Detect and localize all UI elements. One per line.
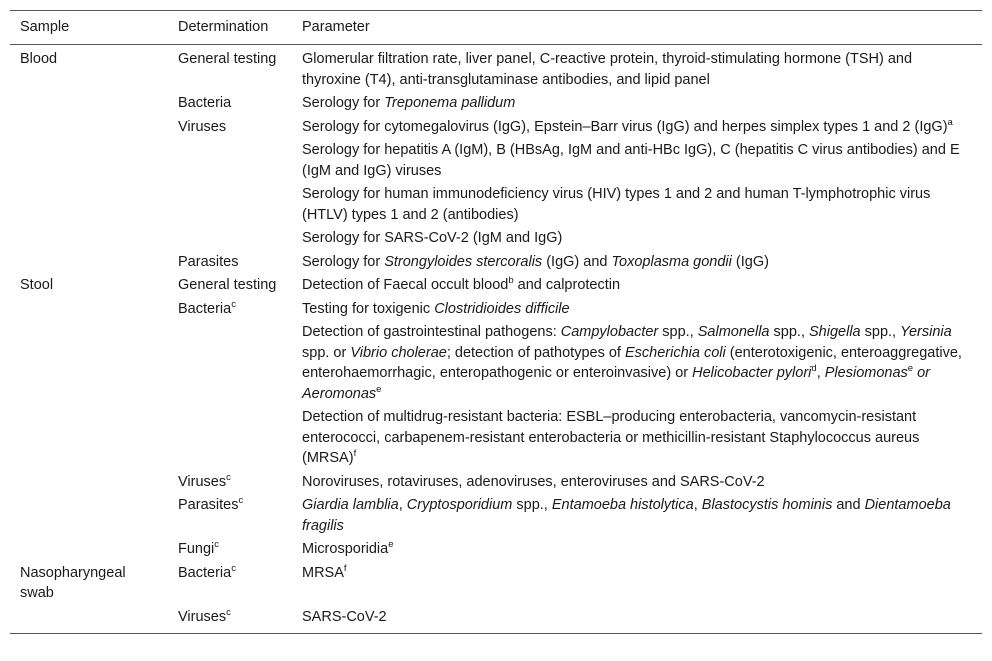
italic-term: Dientamoeba fragilis <box>302 497 951 534</box>
footnote-marker: e <box>388 539 394 550</box>
italic-term: Entamoeba histolytica <box>551 497 694 513</box>
parameter-text: Detection of Faecal occult blood <box>302 277 509 293</box>
parameter-text: Serology for <box>302 95 385 111</box>
parameter-cell <box>292 406 982 471</box>
determination-label: General testing <box>178 51 277 67</box>
determination-label: Parasites <box>178 497 239 513</box>
italic-term: Giardia lamblia <box>302 497 399 513</box>
italic-term: Blastocystis hominis <box>701 497 833 513</box>
footnote-marker: e <box>907 363 914 374</box>
italic-term: Cryptosporidium <box>406 497 513 513</box>
determination-label: Bacteria <box>178 95 232 111</box>
determination-cell <box>168 562 292 606</box>
parameter-cell <box>292 183 982 227</box>
table-row <box>10 139 982 183</box>
parameter-text: SARS-CoV-2 <box>302 608 387 625</box>
footnote-marker: c <box>214 539 220 550</box>
determination-label: Viruses <box>178 473 227 490</box>
parameter-text: Microsporidia <box>302 541 389 557</box>
italic-term: Vibrio cholerae <box>350 344 447 361</box>
parameter-text: (IgG) <box>731 253 769 270</box>
parameter-text: and calprotectin <box>513 277 621 293</box>
parameter-text: spp., <box>658 324 698 340</box>
parameter-text: Serology for <box>302 253 385 270</box>
determination-cell <box>168 298 292 322</box>
parameter-cell <box>292 321 982 406</box>
sample-cell: Nasopharyngeal swab <box>20 564 126 601</box>
table-header <box>10 11 982 45</box>
parameter-text: Detection of multidrug-resistant bacteria: ESBL–producing enterobacteria, vancomycin-resistant enterococci, carbapenem-resistant enterobacteria or methicillin-resistant Staphylococcus aureus (MRSA) <box>302 409 920 466</box>
determination-cell <box>168 406 292 471</box>
parameter-text: Detection of gastrointestinal pathogens: <box>302 324 561 340</box>
italic-term: Strongyloides stercoralis <box>384 253 543 270</box>
sample-cell <box>10 321 168 406</box>
sample-cell <box>10 606 168 634</box>
determination-cell <box>168 321 292 406</box>
table-row <box>10 45 982 93</box>
determination-label: Fungi <box>178 541 215 557</box>
footnote-marker: d <box>811 363 817 374</box>
parameter-text: Testing for toxigenic <box>302 300 435 317</box>
table-row <box>10 321 982 406</box>
parameter-cell <box>292 116 982 140</box>
sample-cell <box>10 538 168 562</box>
footnote-marker: f <box>353 448 357 459</box>
parameters-table-container <box>10 10 982 634</box>
determination-label: Parasites <box>178 253 239 270</box>
parameter-text: , <box>816 365 825 381</box>
footnote-marker: c <box>231 562 236 574</box>
determination-cell <box>168 92 292 116</box>
parameter-cell <box>292 45 982 93</box>
parameter-text: spp., <box>769 324 810 340</box>
table-row <box>10 183 982 227</box>
parameter-text: spp., <box>860 324 901 340</box>
italic-term: Clostridioides difficile <box>434 300 570 317</box>
determination-label: Bacteria <box>178 300 232 317</box>
sample-cell <box>10 92 168 116</box>
sample-cell <box>10 139 168 183</box>
parameter-text: Glomerular filtration rate, liver panel, C-reactive protein, thyroid-stimulating hormone (TSH) and thyroxine (T4), anti-transglutaminase antibodies, and lipid panel <box>302 51 913 88</box>
parameter-cell <box>292 227 982 251</box>
parameter-cell <box>292 251 982 275</box>
parameter-text: Noroviruses, rotaviruses, adenoviruses, enteroviruses and SARS-CoV-2 <box>302 473 765 490</box>
table-row <box>10 92 982 116</box>
parameter-text: Serology for hepatitis A (IgM), B (HBsAg, IgM and anti-HBc IgG), C (hepatitis C virus antibodies) and E (IgM and IgG) viruses <box>302 142 960 179</box>
parameter-cell <box>292 606 982 634</box>
table-row <box>10 538 982 562</box>
table-row <box>10 562 982 606</box>
determination-cell <box>168 606 292 634</box>
table-row <box>10 251 982 275</box>
determination-cell <box>168 139 292 183</box>
determination-cell <box>168 45 292 93</box>
table-row <box>10 606 982 634</box>
italic-term: Treponema pallidum <box>384 95 516 111</box>
determination-cell <box>168 251 292 275</box>
table-row <box>10 471 982 495</box>
italic-term: Escherichia coli <box>624 344 726 361</box>
determination-cell <box>168 274 292 298</box>
parameter-cell <box>292 298 982 322</box>
sample-cell <box>10 227 168 251</box>
footnote-marker: e <box>376 383 382 395</box>
italic-term: Campylobacter <box>560 324 659 340</box>
parameter-text: Serology for cytomegalovirus (IgG), Epstein–Barr virus (IgG) and herpes simplex types 1 and 2 (IgG) <box>302 118 948 135</box>
determination-label: Bacteria <box>178 564 232 581</box>
header-determination: Determination <box>168 11 292 45</box>
determination-cell <box>168 183 292 227</box>
header-sample: Sample <box>10 11 168 45</box>
header-parameter: Parameter <box>292 11 982 45</box>
parameter-text: ; detection of pathotypes of <box>446 344 625 361</box>
footnote-marker: c <box>226 471 231 483</box>
parameter-cell <box>292 274 982 298</box>
determination-cell <box>168 471 292 495</box>
italic-term: Plesiomonas <box>824 365 908 381</box>
determination-cell <box>168 538 292 562</box>
parameter-cell <box>292 139 982 183</box>
italic-term: Yersinia <box>900 324 952 340</box>
italic-term: Shigella <box>809 324 861 340</box>
determination-label: Viruses <box>178 608 227 625</box>
parameter-text: spp. or <box>302 344 351 361</box>
parameter-cell <box>292 494 982 538</box>
sample-cell <box>10 406 168 471</box>
parameter-cell <box>292 562 982 606</box>
italic-term: Toxoplasma gondii <box>611 253 732 270</box>
table-row <box>10 227 982 251</box>
table-row <box>10 298 982 322</box>
parameter-text: Serology for SARS-CoV-2 (IgM and IgG) <box>302 230 563 246</box>
parameter-cell <box>292 538 982 562</box>
footnote-marker: c <box>231 298 236 310</box>
sample-cell <box>10 116 168 140</box>
italic-term: Helicobacter pylori <box>692 365 812 381</box>
parameter-text: (IgG) and <box>542 253 612 270</box>
determination-cell <box>168 494 292 538</box>
parameter-text: Serology for human immunodeficiency virus (HIV) types 1 and 2 and human T-lymphotrophic virus (HTLV) types 1 and 2 (antibodies) <box>302 186 931 223</box>
table-row <box>10 274 982 298</box>
sample-cell: Blood <box>20 51 58 67</box>
parameter-text: , <box>398 497 407 513</box>
footnote-marker: f <box>343 562 347 574</box>
parameters-table <box>10 10 982 634</box>
determination-cell <box>168 116 292 140</box>
footnote-marker: a <box>947 116 953 128</box>
table-row <box>10 406 982 471</box>
parameter-cell <box>292 92 982 116</box>
sample-cell <box>10 494 168 538</box>
determination-label: Viruses <box>178 118 227 135</box>
italic-term: Salmonella <box>697 324 770 340</box>
sample-cell <box>10 471 168 495</box>
table-row <box>10 494 982 538</box>
parameter-text: MRSA <box>302 564 344 581</box>
parameter-text: spp., <box>512 497 552 513</box>
sample-cell <box>10 298 168 322</box>
sample-cell <box>10 183 168 227</box>
parameter-cell <box>292 471 982 495</box>
table-body <box>10 45 982 634</box>
footnote-marker: c <box>238 495 244 506</box>
parameter-text: and <box>832 497 865 513</box>
header-row <box>10 11 982 45</box>
footnote-marker: b <box>508 275 514 286</box>
parameter-text: , <box>693 497 702 513</box>
parameter-text: (enterotoxigenic, enteroaggregative, enterohaemorrhagic, enteropathogenic or enteroinvasive) or <box>302 344 962 381</box>
footnote-marker: c <box>226 606 231 618</box>
sample-cell: Stool <box>20 277 54 293</box>
determination-cell <box>168 227 292 251</box>
determination-label: General testing <box>178 277 277 293</box>
italic-term: or Aeromonas <box>302 365 930 402</box>
table-row <box>10 116 982 140</box>
sample-cell <box>10 251 168 275</box>
